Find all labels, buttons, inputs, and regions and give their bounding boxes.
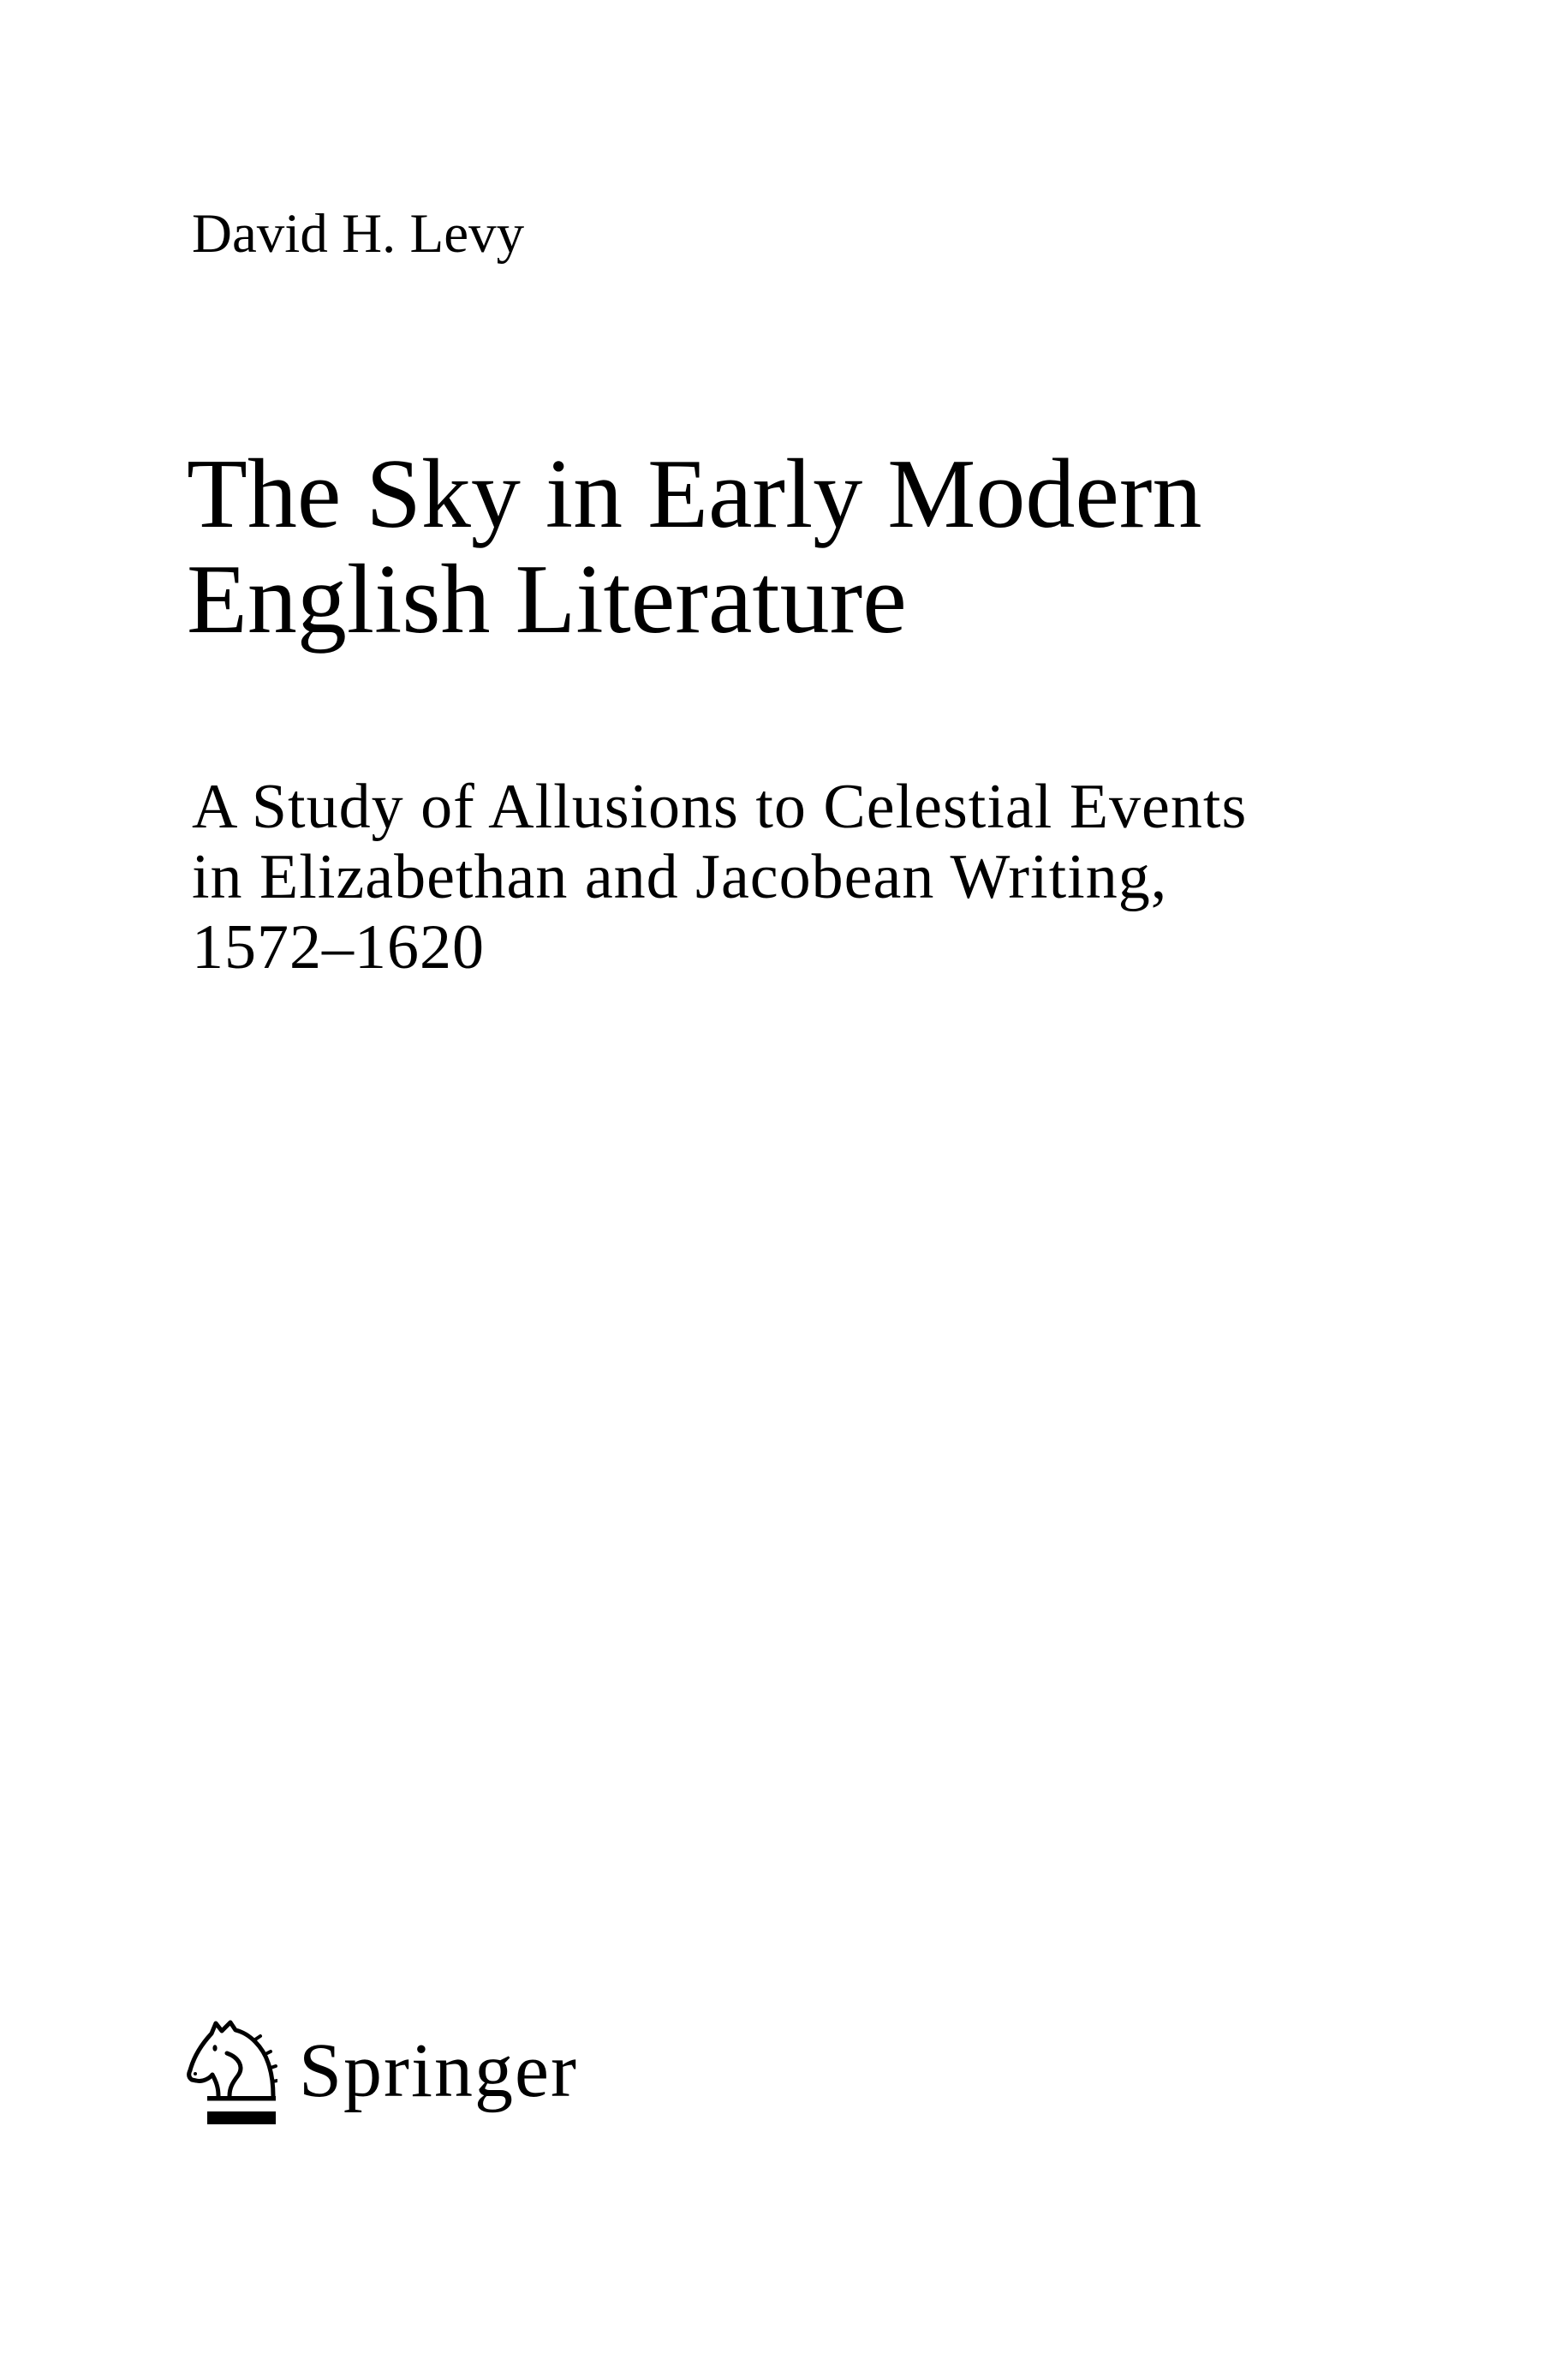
springer-horse-icon [187, 2017, 277, 2125]
book-title-line-2: English Literature [187, 545, 907, 654]
book-subtitle-line-2: in Elizabethan and Jacobean Writing, [192, 842, 1168, 912]
book-title [187, 439, 1202, 654]
book-subtitle [192, 772, 1247, 982]
book-subtitle-line-3: 1572–1620 [192, 912, 485, 982]
book-title-line-1: The Sky in Early Modern [187, 439, 1202, 549]
book-subtitle-line-1: A Study of Allusions to Celestial Events [192, 772, 1248, 842]
publisher-name: Springer [299, 2028, 578, 2113]
author-name: David H. Levy [192, 203, 525, 265]
